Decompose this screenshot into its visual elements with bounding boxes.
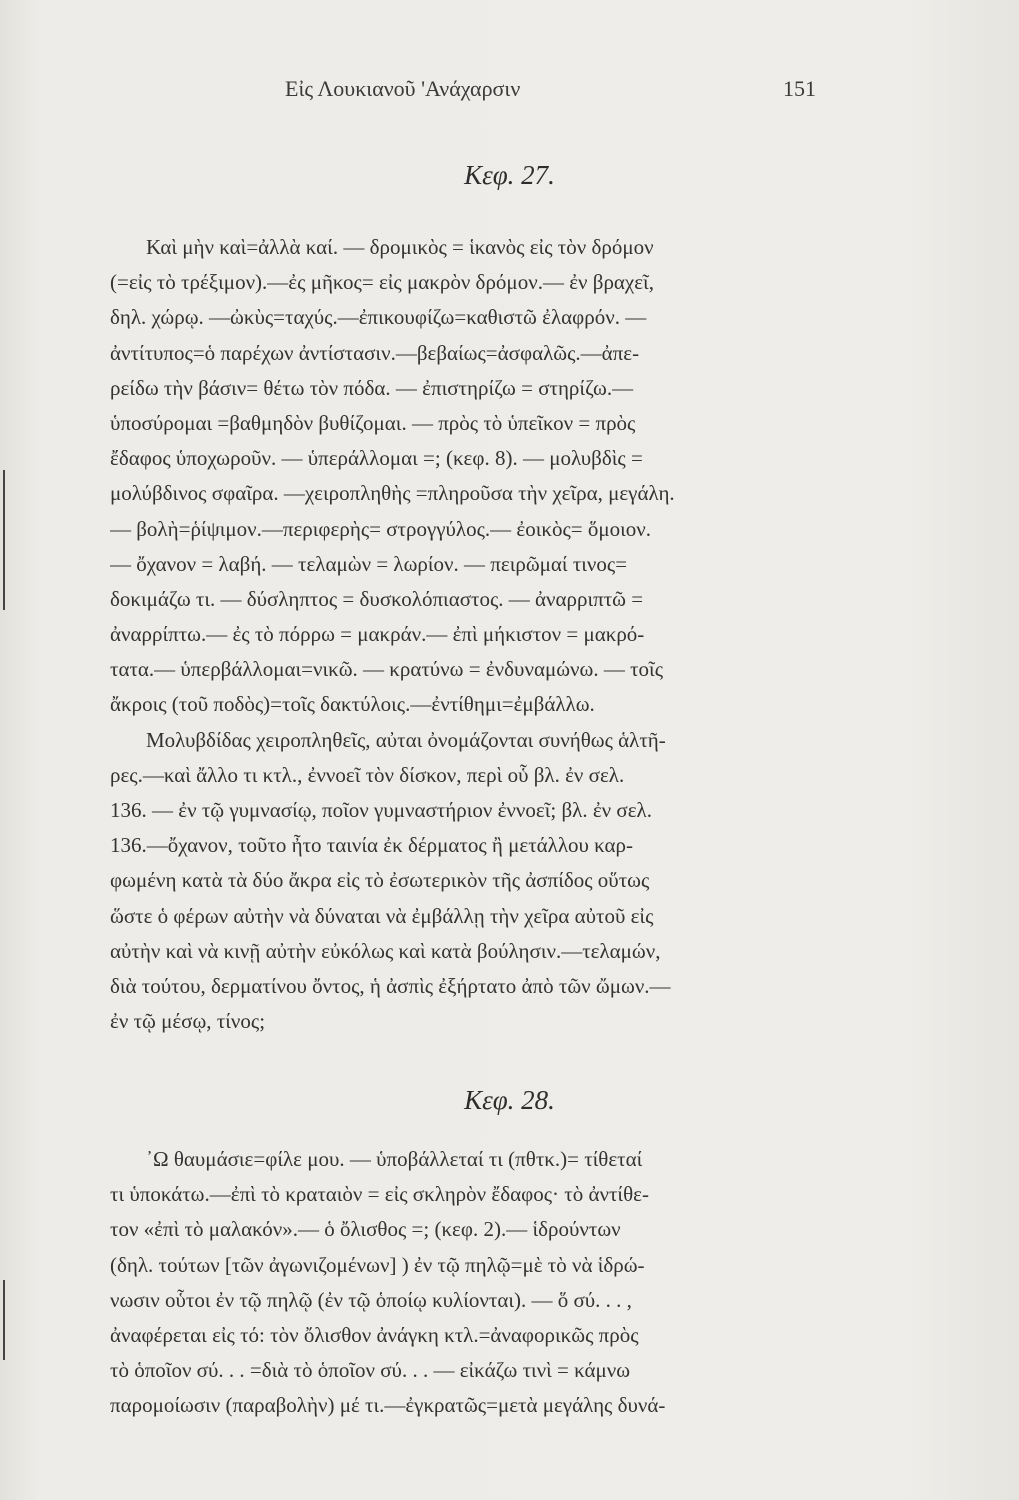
text-line: αὐτὴν καὶ νὰ κινῇ αὐτὴν εὐκόλως καὶ κατὰ βούλησιν.—τελαμών, <box>110 938 661 963</box>
text-line: διὰ τούτου, δερματίνου ὄντος, ἡ ἀσπὶς ἐξήρτατο ἀπὸ τῶν ὤμων.— <box>110 973 671 998</box>
text-line: τὸ ὁποῖον σύ. . . =διὰ τὸ ὁποῖον σύ. . . — εἰκάζω τινὶ = κάμνω <box>110 1358 631 1383</box>
text-line: ρείδω τὴν βάσιν= θέτω τὸν πόδα. — ἐπιστηρίζω = στηρίζω.— <box>110 375 634 400</box>
text-line: — βολὴ=ῥίψιμον.—περιφερὴς= στρογγύλος.— ἐοικὸς= ὅμοιον. <box>110 516 652 541</box>
text-line: ἀντίτυπος=ὁ παρέχων ἀντίστασιν.—βεβαίως=ἀσφαλῶς.—ἀπε- <box>110 340 640 365</box>
chapter-28-text <box>110 1142 840 1424</box>
text-line: ἀναφέρεται εἰς τό: τὸν ὄλισθον ἀνάγκη κτλ.=ἀναφορικῶς πρὸς <box>110 1322 639 1347</box>
text-line: τον «ἐπὶ τὸ μαλακόν».— ὁ ὄλισθος =; (κεφ. 2).— ἱδρούντων <box>110 1217 621 1242</box>
running-title: Εἰς Λουκιανοῦ 'Ανάχαρσιν <box>285 76 521 101</box>
text-line: ᾿Ω θαυμάσιε=φίλε μου. — ὑποβάλλεταί τι (πθτκ.)= τίθεταί <box>146 1147 643 1171</box>
page-number: 151 <box>783 76 816 101</box>
chapter-27-text <box>110 230 840 1039</box>
page-edge-mark <box>3 470 5 610</box>
chapter-heading-28: Κεφ. 28. <box>464 1085 555 1115</box>
text-line: ἄκροις (τοῦ ποδὸς)=τοῖς δακτύλοις.—ἐντίθημι=ἐμβάλλω. <box>110 692 595 717</box>
text-line: τι ὑποκάτω.—ἐπὶ τὸ κραταιὸν = εἰς σκληρὸν ἔδαφος· τὸ ἀντίθε- <box>110 1182 649 1207</box>
text-line: μολύβδινος σφαῖρα. —χειροπληθὴς =πληροῦσα τὴν χεῖρα, μεγάλη. <box>110 481 675 506</box>
page-edge-mark <box>3 1280 5 1360</box>
text-line: ρες.—καὶ ἄλλο τι κτλ., ἐννοεῖ τὸν δίσκον, περὶ οὗ βλ. ἐν σελ. <box>110 762 625 787</box>
text-line: (=εἰς τὸ τρέξιμον).—ἐς μῆκος= εἰς μακρὸν δρόμον.— ἐν βραχεῖ, <box>110 270 654 295</box>
text-line: δοκιμάζω τι. — δύσληπτος = δυσκολόπιαστος. — ἀναρριπτῶ = <box>110 586 644 611</box>
text-line: — ὄχανον = λαβή. — τελαμὼν = λωρίον. — πειρῶμαί τινος= <box>110 551 628 576</box>
text-line: δηλ. χώρῳ. —ὠκὺς=ταχύς.—ἐπικουφίζω=καθιστῶ ἐλαφρόν. — <box>110 305 647 330</box>
text-line: 136. — ἐν τῷ γυμνασίῳ, ποῖον γυμναστήριον ἐννοεῖ; βλ. ἐν σελ. <box>110 798 652 822</box>
text-line: παρομοίωσιν (παραβολὴν) μέ τι.—ἐγκρατῶς=μετὰ μεγάλης δυνά- <box>110 1393 666 1418</box>
text-line: ἔδαφος ὑποχωροῦν. — ὑπεράλλομαι =; (κεφ. 8). — μολυβδὶς = <box>110 446 643 471</box>
text-line: νωσιν οὗτοι ἐν τῷ πηλῷ (ἐν τῷ ὁποίῳ κυλίονται). — ὅ σύ. . . , <box>110 1287 632 1312</box>
running-head <box>60 76 960 106</box>
text-line: Μολυβδίδας χειροπληθεῖς, αὐται ὀνομάζονται συνήθως ἁλτῆ- <box>146 727 666 752</box>
text-line: ὥστε ὁ φέρων αὐτὴν νὰ δύναται νὰ ἐμβάλλῃ τὴν χεῖρα αὐτοῦ εἰς <box>110 903 654 928</box>
text-line: ὑποσύρομαι =βαθμηδὸν βυθίζομαι. — πρὸς τὸ ὑπεῖκον = πρὸς <box>110 410 636 435</box>
chapter-heading-27: Κεφ. 27. <box>464 160 555 190</box>
text-line: Καὶ μὴν καὶ=ἀλλὰ καί. — δρομικὸς = ἱκανὸς εἰς τὸν δρόμον <box>146 235 654 259</box>
text-line: 136.—ὄχανον, τοῦτο ἦτο ταινία ἐκ δέρματος ἢ μετάλλου καρ- <box>110 833 634 858</box>
text-line: τατα.— ὑπερβάλλομαι=νικῶ. — κρατύνω = ἐνδυναμώνω. — τοῖς <box>110 657 664 682</box>
text-line: φωμένη κατὰ τὰ δύο ἄκρα εἰς τὸ ἐσωτερικὸν τῆς ἀσπίδος οὕτως <box>110 868 650 893</box>
text-line: ἐν τῷ μέσῳ, τίνος; <box>110 1009 266 1034</box>
text-line: (δηλ. τούτων [τῶν ἀγωνιζομένων] ) ἐν τῷ πηλῷ=μὲ τὸ νὰ ἱδρώ- <box>110 1252 645 1277</box>
text-line: ἀναρρίπτω.— ἐς τὸ πόρρω = μακράν.— ἐπὶ μήκιστον = μακρό- <box>110 622 645 647</box>
